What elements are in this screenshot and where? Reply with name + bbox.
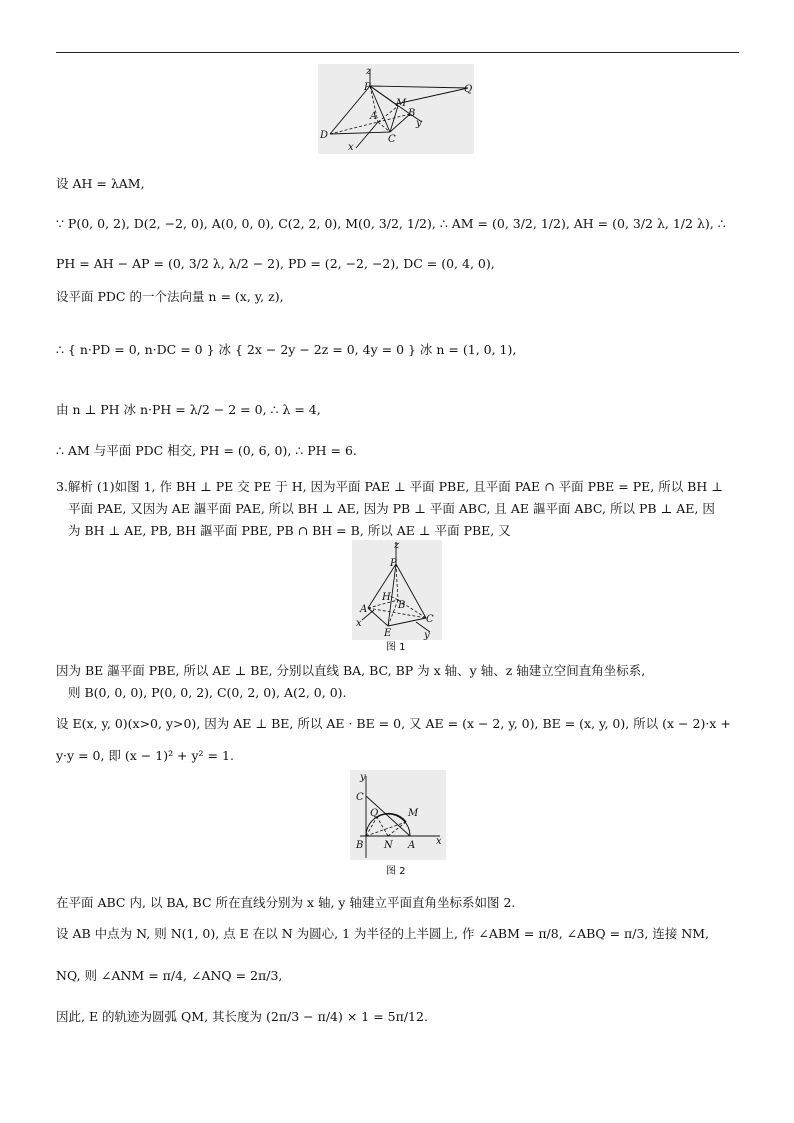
- fig1-label: y: [424, 630, 430, 641]
- text-line: ∵ P(0, 0, 2), D(2, −2, 0), A(0, 0, 0), C(2, 2, 0), M(0, 3/2, 1/2), ∴ AM = (0, 3/2, 1/2), AH = (0, 3/2 λ, 1/2 λ), ∴: [56, 216, 726, 231]
- text-line: ∴ { n·PD = 0, n·DC = 0 } 冰 { 2x − 2y − 2z = 0, 4y = 0 } 冰 n = (1, 0, 1),: [56, 342, 517, 357]
- text-line: ∴ AM 与平面 PDC 相交, PH = (0, 6, 0), ∴ PH = 6.: [56, 443, 357, 458]
- text-line: NQ, 则 ∠ANM = π/4, ∠ANQ = 2π/3,: [56, 968, 283, 983]
- fig-top-label: y: [416, 118, 422, 129]
- fig2-label: Q: [370, 808, 379, 819]
- fig-top-label: x: [348, 142, 354, 153]
- text-line: 设平面 PDC 的一个法向量 n = (x, y, z),: [56, 289, 284, 304]
- fig-top-label: M: [396, 98, 407, 109]
- fig-top-label: B: [408, 108, 416, 119]
- fig2-caption: 图 2: [386, 866, 406, 877]
- fig-top-label: Q: [464, 84, 473, 95]
- figure-1-tetrahedron: [352, 540, 442, 652]
- fig1-label: E: [384, 628, 392, 639]
- fig1-label: A: [360, 604, 368, 615]
- fig2-label: B: [356, 840, 364, 851]
- fig2-label: C: [356, 792, 364, 803]
- fig1-label: x: [356, 618, 362, 629]
- text-line: 因此, E 的轨迹为圆弧 QM, 其长度为 (2π/3 − π/4) × 1 = 5π/12.: [56, 1009, 428, 1024]
- figure-pyramid-pabcd: [318, 64, 474, 154]
- fig1-label: C: [426, 614, 434, 625]
- text-line: 平面 PAE, 又因为 AE 謳平面 PAE, 所以 BH ⊥ AE, 因为 PB ⊥ 平面 ABC, 且 AE 謳平面 ABC, 所以 PB ⊥ AE, 因: [68, 501, 715, 516]
- fig-top-label: D: [320, 130, 329, 141]
- text-line: 设 AB 中点为 N, 则 N(1, 0), 点 E 在以 N 为圆心, 1 为半径的上半圆上, 作 ∠ABM = π/8, ∠ABQ = π/3, 连接 NM,: [56, 926, 710, 941]
- text-line: 设 E(x, y, 0)(x>0, y>0), 因为 AE ⊥ BE, 所以 AE · BE = 0, 又 AE = (x − 2, y, 0), BE = (x, y, 0), 所以 (x − 2)·x +: [56, 716, 731, 731]
- fig-top-label: z: [366, 66, 372, 77]
- text-line: 3.解析 (1)如图 1, 作 BH ⊥ PE 交 PE 于 H, 因为平面 PAE ⊥ 平面 PBE, 且平面 PAE ∩ 平面 PBE = PE, 所以 BH ⊥: [56, 479, 723, 494]
- fig-top-label: A: [370, 111, 378, 122]
- text-line: PH = AH − AP = (0, 3/2 λ, λ/2 − 2), PD = (2, −2, −2), DC = (0, 4, 0),: [56, 256, 495, 271]
- text-line: 在平面 ABC 内, 以 BA, BC 所在直线分别为 x 轴, y 轴建立平面直角坐标系如图 2.: [56, 895, 516, 910]
- fig1-label: z: [394, 540, 400, 551]
- figure-2-plane: [350, 770, 446, 880]
- fig-top-label: P: [364, 82, 371, 93]
- fig1-label: B: [398, 600, 406, 611]
- text-line: 则 B(0, 0, 0), P(0, 0, 2), C(0, 2, 0), A(2, 0, 0).: [68, 685, 347, 700]
- text-line: y·y = 0, 即 (x − 1)² + y² = 1.: [56, 748, 234, 763]
- text-line: 由 n ⊥ PH 冰 n·PH = λ/2 − 2 = 0, ∴ λ = 4,: [56, 402, 321, 417]
- fig2-label: A: [408, 840, 416, 851]
- fig2-label: x: [436, 836, 442, 847]
- fig1-label: H: [382, 592, 391, 603]
- fig1-caption: 图 1: [386, 642, 406, 652]
- header-rule: [56, 52, 739, 53]
- fig2-label: N: [384, 840, 393, 851]
- text-line: 设 AH = λAM,: [56, 176, 145, 191]
- text-line: 因为 BE 謳平面 PBE, 所以 AE ⊥ BE, 分别以直线 BA, BC, BP 为 x 轴、y 轴、z 轴建立空间直角坐标系,: [56, 663, 646, 678]
- fig2-label: M: [408, 808, 419, 819]
- fig1-label: P: [390, 558, 397, 569]
- fig2-label: y: [360, 772, 366, 783]
- fig-top-label: C: [388, 134, 396, 145]
- text-line: 为 BH ⊥ AE, PB, BH 謳平面 PBE, PB ∩ BH = B, 所以 AE ⊥ 平面 PBE, 又: [68, 523, 511, 538]
